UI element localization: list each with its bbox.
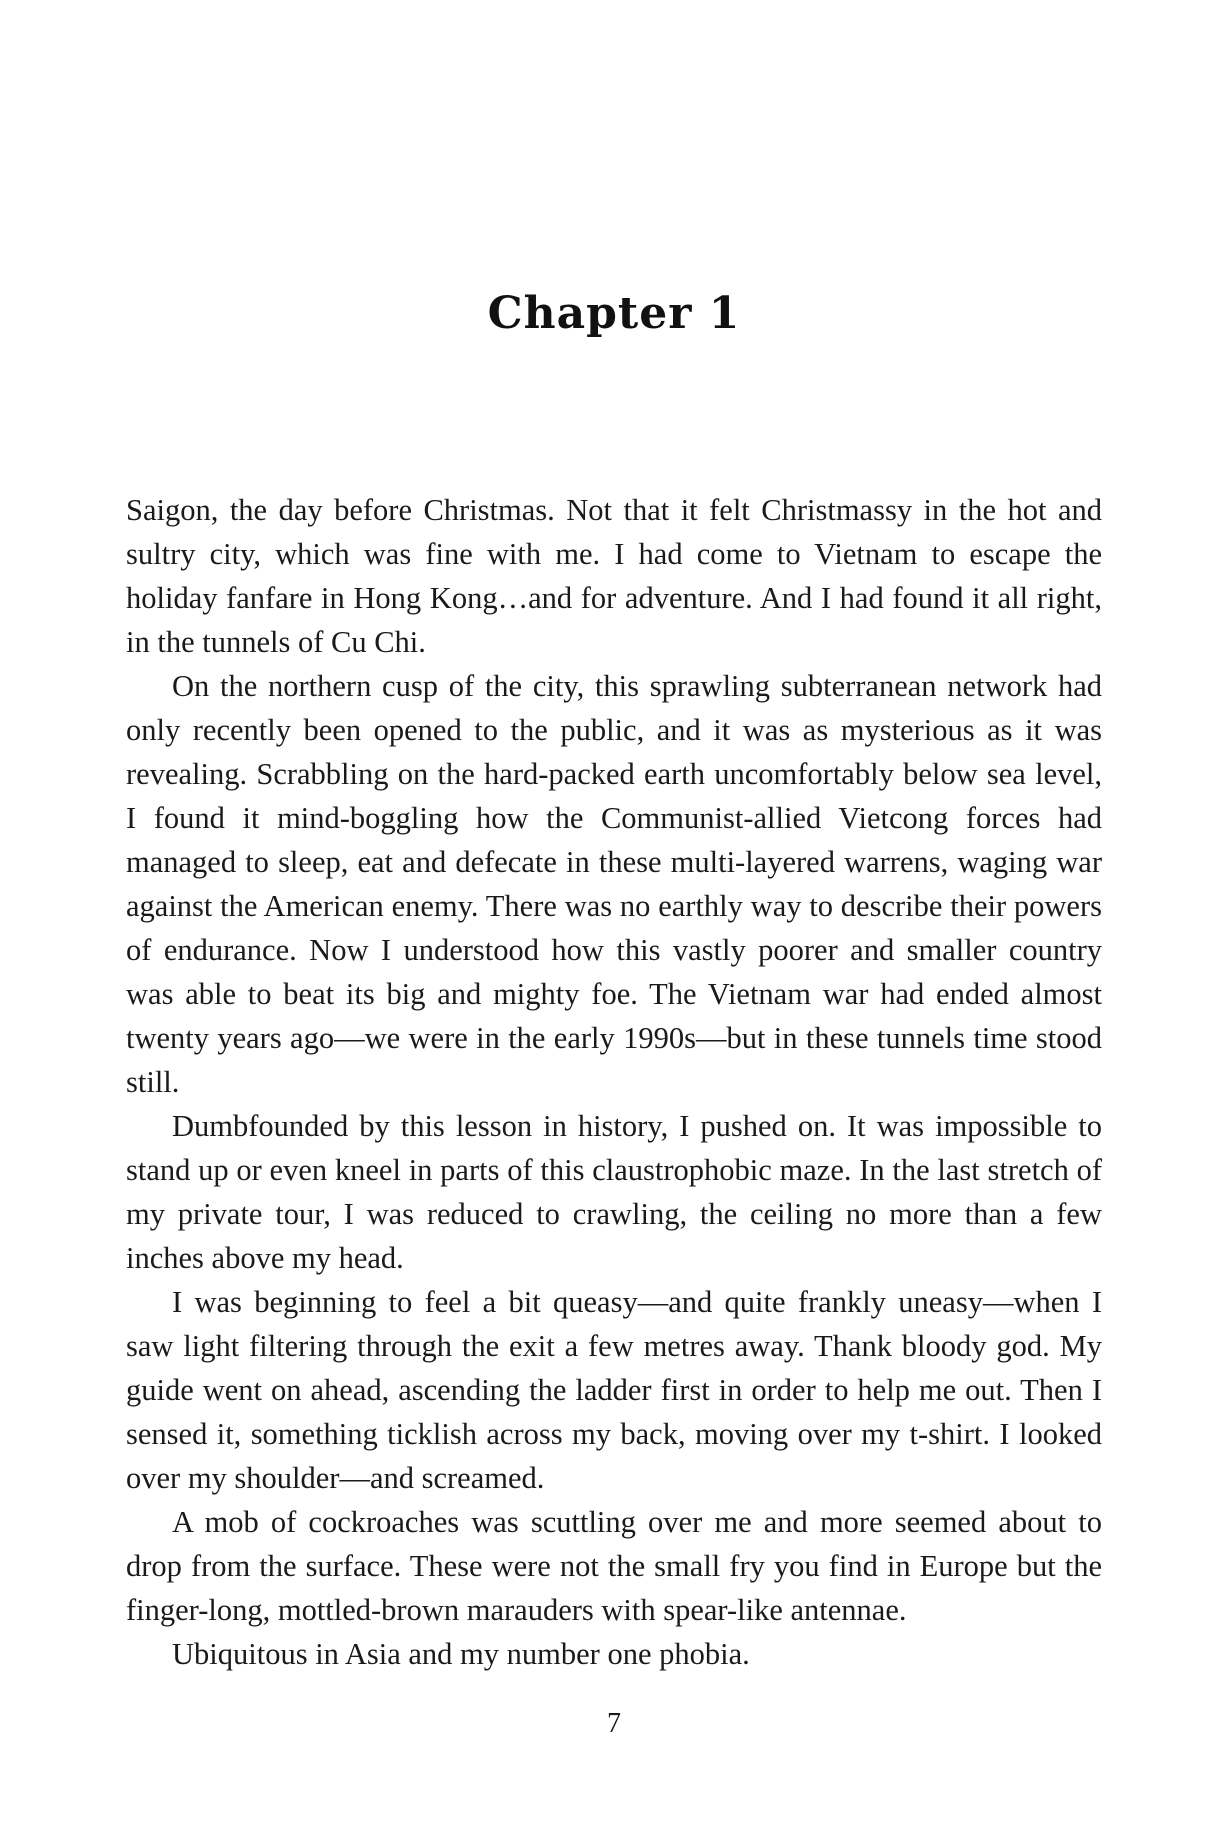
paragraph: On the northern cusp of the city, this sprawling subterranean network had only recently been opened to the public, and it was as mysterious as it was revealing. Scrabbling on the hard-packed earth uncomfortably below sea level, I found it mind-boggling how the Communist-allied Vietcong forces had managed to sleep, eat and defecate in these multi-layered warrens, waging war against the American enemy. There was no earthly way to describe their powers of endurance. Now I understood how this vastly poorer and smaller country was able to beat its big and mighty foe. The Vietnam war had ended almost twenty years ago—we were in the early 1990s—but in these tunnels time stood still.	[126, 669, 1102, 1099]
paragraph: Saigon, the day before Christmas. Not that it felt Christmassy in the hot and sultry city, which was fine with me. I had come to Vietnam to escape the holiday fanfare in Hong Kong…and for adventure. And I had found it all right, in the tunnels of Cu Chi.	[126, 493, 1102, 659]
paragraph: Dumbfounded by this lesson in history, I pushed on. It was impossible to stand up or even kneel in parts of this claustrophobic maze. In the last stretch of my private tour, I was reduced to crawling, the ceiling no more than a few inches above my head.	[126, 1109, 1102, 1275]
chapter-body	[126, 488, 1102, 1676]
chapter-title: Chapter 1	[487, 288, 741, 339]
paragraph: Ubiquitous in Asia and my number one phobia.	[172, 1637, 750, 1671]
paragraph: A mob of cockroaches was scuttling over me and more seemed about to drop from the surface. These were not the small fry you find in Europe but the finger-long, mottled-brown marauders with spear-like antennae.	[126, 1505, 1102, 1627]
page-number: 7	[607, 1708, 621, 1739]
paragraph: I was beginning to feel a bit queasy—and quite frankly uneasy—when I saw light filtering through the exit a few metres away. Thank bloody god. My guide went on ahead, ascending the ladder first in order to help me out. Then I sensed it, something ticklish across my back, moving over my t-shirt. I looked over my shoulder—and screamed.	[126, 1285, 1102, 1495]
